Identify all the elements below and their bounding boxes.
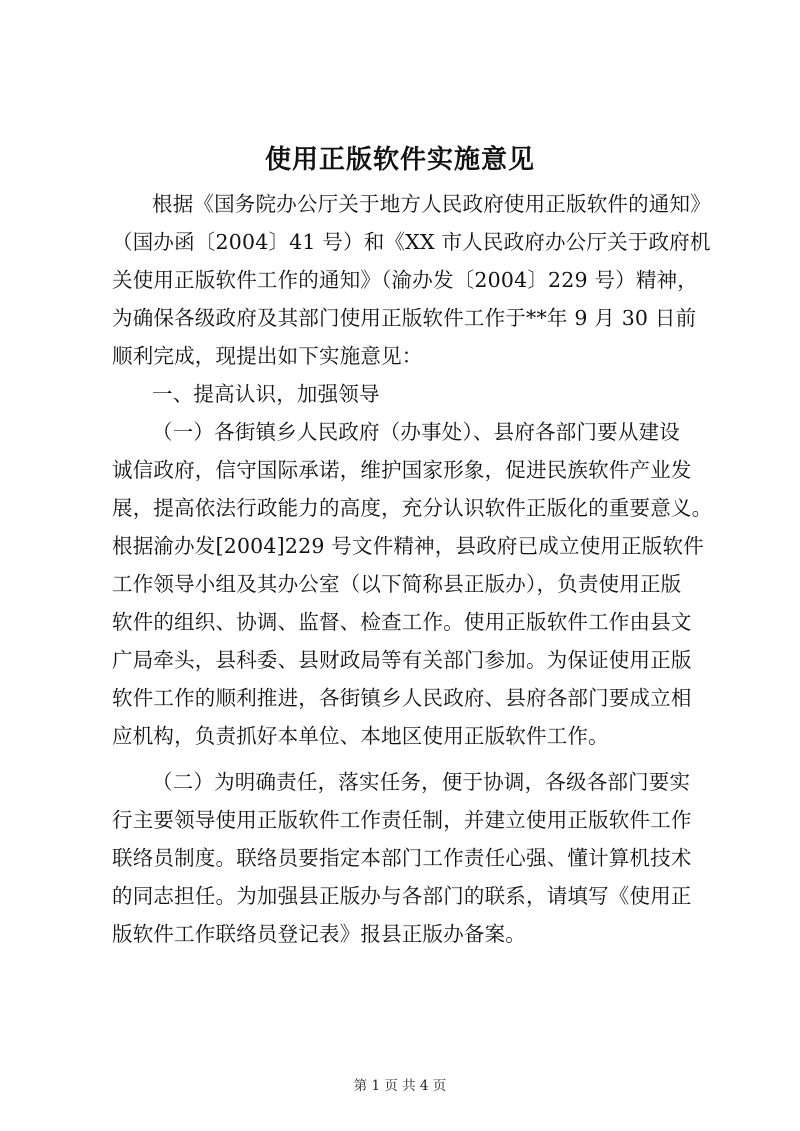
paragraph-line: 行主要领导使用正版软件工作责任制，并建立使用正版软件工作 — [112, 808, 692, 832]
paragraph-line: 诚信政府，信守国际承诺，维护国家形象，促进民族软件产业发 — [112, 458, 692, 482]
paragraph-line: 为确保各级政府及其部门使用正版软件工作于**年 9 月 30 日前 — [112, 306, 697, 330]
paragraph-line: （二）为明确责任，落实任务，便于协调，各级各部门要实 — [152, 770, 691, 794]
paragraph-line: 工作领导小组及其办公室（以下简称县正版办），负责使用正版 — [112, 572, 682, 596]
document-title: 使用正版软件实施意见 — [264, 145, 535, 175]
paragraph-line: 关使用正版软件工作的通知》（渝办发〔2004〕229 号）精神， — [112, 268, 698, 292]
paragraph-line: 软件的组织、协调、监督、检查工作。使用正版软件工作由县文 — [112, 610, 692, 634]
paragraph-line: 应机构，负责抓好本单位、本地区使用正版软件工作。 — [112, 724, 609, 748]
paragraph-line: 联络员制度。联络员要指定本部门工作责任心强、懂计算机技术 — [112, 846, 692, 870]
paragraph-line: 软件工作的顺利推进，各街镇乡人民政府、县府各部门要成立相 — [112, 686, 692, 710]
paragraph-line: 的同志担任。为加强县正版办与各部门的联系，请填写《使用正 — [112, 884, 692, 908]
paragraph-line: （国办函〔2004〕41 号）和《XX 市人民政府办公厅关于政府机 — [112, 230, 711, 254]
paragraph-line: 顺利完成，现提出如下实施意见： — [112, 344, 423, 368]
paragraph-line: 展，提高依法行政能力的高度，充分认识软件正版化的重要意义。 — [112, 496, 713, 520]
section-heading: 一、提高认识，加强领导 — [152, 382, 380, 406]
paragraph-line: 版软件工作联络员登记表》报县正版办备案。 — [112, 922, 526, 946]
paragraph-line: （一）各街镇乡人民政府（办事处）、县府各部门要从建设 — [152, 420, 680, 444]
page-number: 第 1 页 共 4 页 — [353, 1078, 447, 1094]
paragraph-line: 根据渝办发[2004]229 号文件精神，县政府已成立使用正版软件 — [112, 534, 704, 558]
paragraph-line: 根据《国务院办公厅关于地方人民政府使用正版软件的通知》 — [152, 192, 711, 216]
paragraph-line: 广局牵头，县科委、县财政局等有关部门参加。为保证使用正版 — [112, 648, 692, 672]
